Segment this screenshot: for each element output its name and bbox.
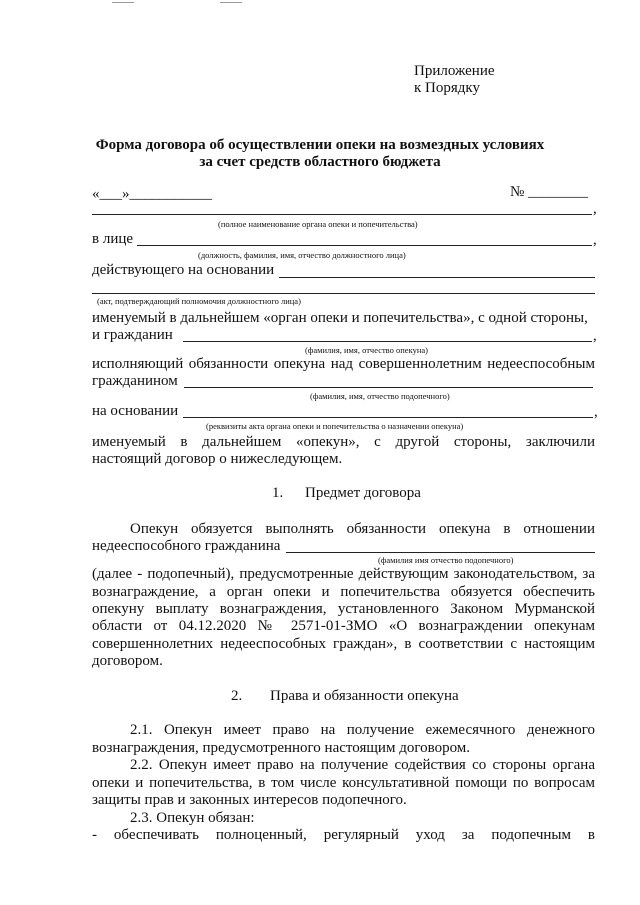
acting-basis-label: действующего на основании [92,262,275,278]
section-1-line: недееспособного гражданина [92,538,281,554]
section-2-line: опеки и попечительства, в том числе консультативной помощи по вопросам [92,775,595,791]
citizen-field[interactable] [183,341,592,342]
comma: , [593,201,597,217]
and-citizen-label: и гражданин [92,327,173,343]
comma: , [593,328,597,344]
ward-field[interactable] [184,387,593,388]
section-2-heading: Права и обязанности опекуна [270,688,459,704]
in-person-label: в лице [92,231,134,247]
performing-duties-text: исполняющий обязанности опекуна над совершеннолетним недееспособным [92,356,595,372]
section-1-number: 1. [272,485,284,501]
caption-official: (должность, фамилия, имя, отчество должностного лица) [198,250,406,260]
comma: , [593,232,597,248]
section-1-line: договором. [92,653,163,669]
citizen-ward-label: гражданином [92,373,178,389]
section-2-number: 2. [231,688,243,704]
appendix-line-2: к Порядку [414,80,480,96]
section-2-line: 2.2. Опекун имеет право на получение содействия со стороны органа [130,757,595,773]
caption-authority-act: (акт, подтверждающий полномочия должностного лица) [97,296,301,306]
section-1-line: (далее - подопечный), предусмотренные действующим законодательством, за [92,566,595,582]
section-2-line: защиты прав и законных интересов подопечного. [92,792,407,808]
official-field[interactable] [137,245,592,246]
acting-basis-field[interactable] [279,277,595,278]
caption-organ-name: (полное наименование органа опеки и попечительства) [218,219,418,229]
scan-mark [112,2,134,3]
section-1-line: Опекун обязуется выполнять обязанности опекуна в отношении [130,521,595,537]
section-1-line: опекуну выплату вознаграждения, установленного Законом Мурманской [92,601,595,617]
section-1-heading: Предмет договора [305,485,421,501]
caption-citizen: (фамилия, имя, отчество опекуна) [305,345,428,355]
section-1-line: совершеннолетних недееспособных граждан», в соответствии с настоящим [92,636,595,652]
organ-name-field[interactable] [92,214,592,215]
appendix-line-1: Приложение [414,63,495,79]
act-details-field[interactable] [183,417,593,418]
date-field[interactable]: «___»___________ [92,186,212,202]
concluded-text: настоящий договор о нижеследующем. [92,451,343,467]
section-2-line: вознаграждения, предусмотренного настоящим договором. [92,740,471,756]
comma: , [594,404,598,420]
contract-number-field[interactable]: № ________ [510,184,589,200]
section-2-line: - обеспечивать полноценный, регулярный уход за подопечным в [92,827,595,843]
ward-name-field[interactable] [286,552,595,553]
document-title-line-1: Форма договора об осуществлении опеки на возмездных условиях [95,137,545,153]
section-1-line: вознаграждение, а орган опеки и попечительства обязуется обеспечить [92,584,595,600]
caption-act-details: (реквизиты акта органа опеки и попечительства о назначении опекуна) [206,421,464,431]
caption-ward-2: (фамилия имя отчество подопечного) [378,555,514,565]
section-2-line: 2.3. Опекун обязан: [130,810,255,826]
section-1-line: области от 04.12.2020 № 2571-01-ЗМО «О вознаграждении опекунам [92,618,595,634]
named-guardian-text: именуемый в дальнейшем «опекун», с другой стороны, заключили [92,434,595,450]
caption-ward: (фамилия, имя, отчество подопечного) [310,391,450,401]
scan-mark [220,2,242,3]
named-organ-text: именуемый в дальнейшем «орган опеки и попечительства», с одной стороны, [92,310,588,326]
document-title-line-2: за счет средств областного бюджета [199,154,441,170]
authority-act-field[interactable] [92,293,595,294]
on-basis-label: на основании [92,403,179,419]
section-2-line: 2.1. Опекун имеет право на получение ежемесячного денежного [130,722,595,738]
